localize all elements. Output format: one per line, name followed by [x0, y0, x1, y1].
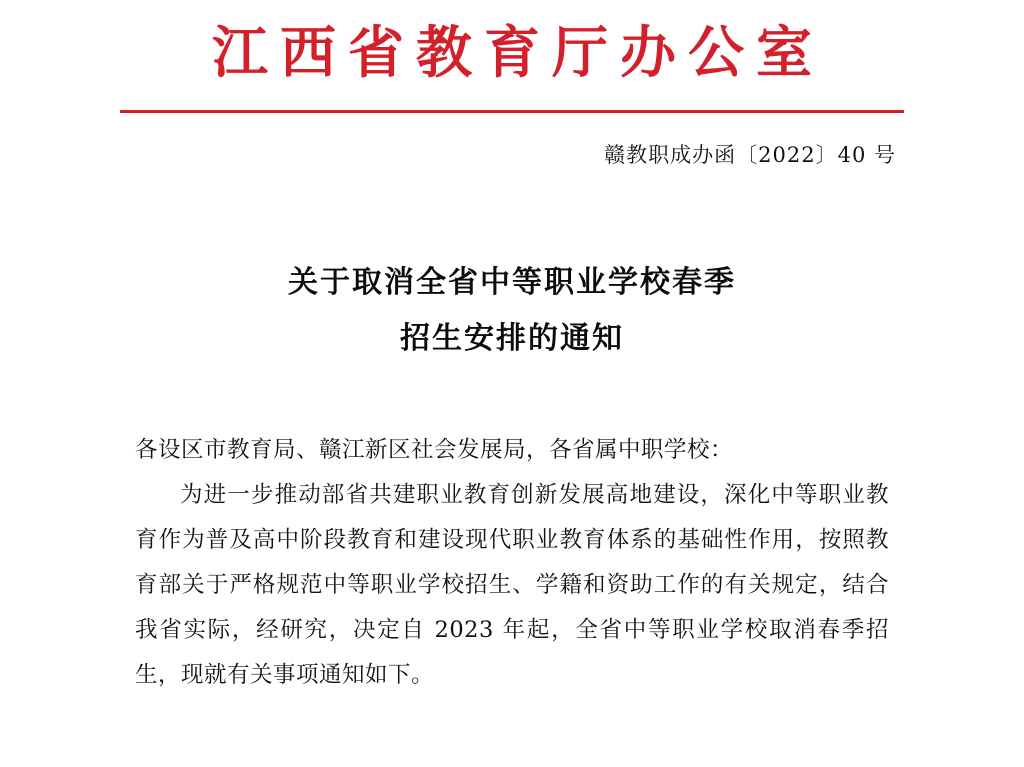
issuing-authority-title: 江西省教育厅办公室	[212, 20, 824, 86]
document-title	[0, 255, 1024, 366]
salutation: 各设区市教育局、赣江新区社会发展局，各省属中职学校：	[135, 437, 734, 463]
document-title-line-1: 关于取消全省中等职业学校春季	[288, 265, 736, 300]
body-paragraph-1: 为进一步推动部省共建职业教育创新发展高地建设，深化中等职业教育作为普及高中阶段教育和建设现代职业教育体系的基础性作用，按照教育部关于严格规范中等职业学校招生、学籍和资助工作的有关规定，结合我省实际，经研究，决定自 2023 年起，全省中等职业学校取消春季招生，现就有关事项通知如下。	[135, 482, 889, 688]
letterhead	[0, 0, 1024, 88]
document-title-line-2: 招生安排的通知	[400, 320, 624, 356]
red-horizontal-rule	[120, 110, 904, 113]
document-number: 赣教职成办函〔2022〕40 号	[604, 143, 896, 167]
document-body	[0, 428, 1024, 698]
letterhead-divider-wrap	[0, 110, 1024, 113]
